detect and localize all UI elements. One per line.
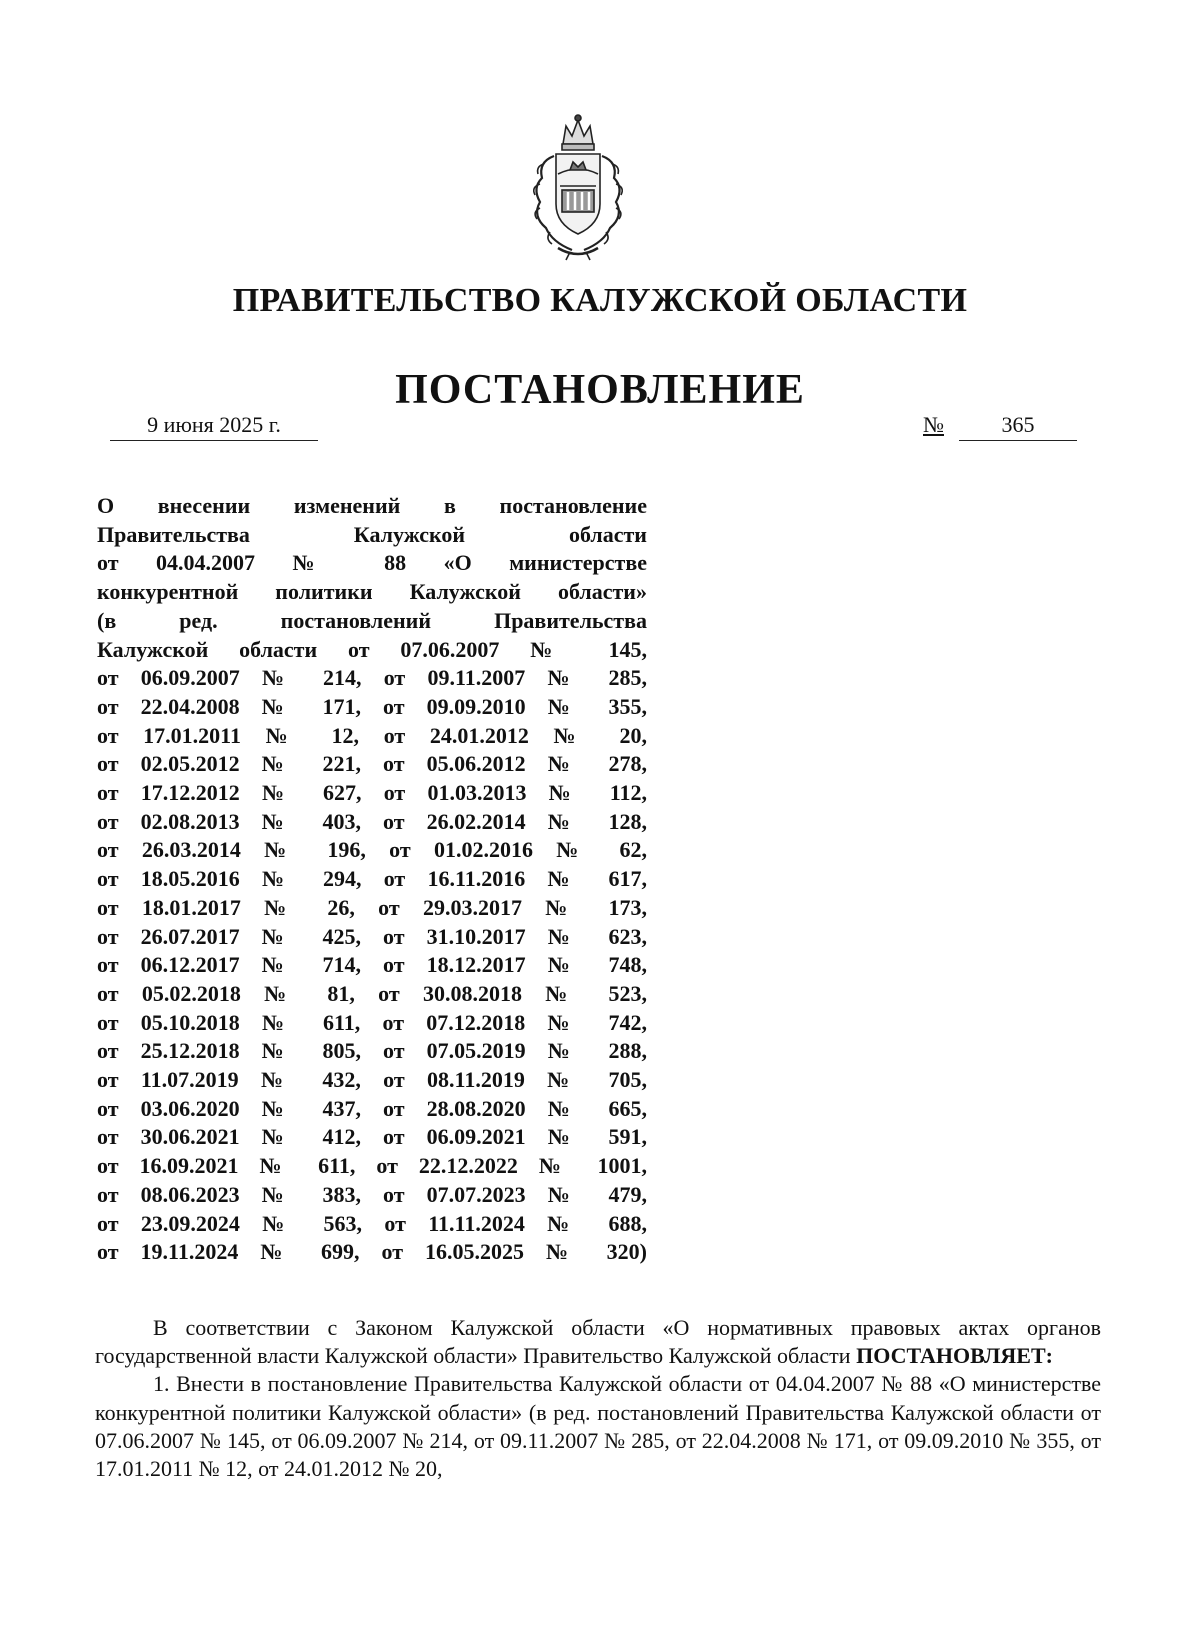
subject-line: от 08.06.2023 № 383, от 07.07.2023 № 479, [97, 1181, 647, 1207]
subject-line: от 19.11.2024 № 699, от 16.05.2025 № 320) [97, 1239, 647, 1265]
subject-line: от 06.12.2017 № 714, от 18.12.2017 № 748, [97, 952, 647, 978]
document-number-block [923, 412, 1083, 441]
subject-line: от 03.06.2020 № 437, от 28.08.2020 № 665, [97, 1095, 647, 1121]
subject-line: от 26.07.2017 № 425, от 31.10.2017 № 623, [97, 923, 647, 949]
subject-line: от 25.12.2018 № 805, от 07.05.2019 № 288, [97, 1038, 647, 1064]
document-number: 365 [959, 412, 1077, 441]
document-date: 9 июня 2025 г. [110, 412, 318, 441]
subject-line: от 18.05.2016 № 294, от 16.11.2016 № 617, [97, 866, 647, 892]
item-1-paragraph: 1. Внести в постановление Правительства Калужской области от 04.04.2007 № 88 «О министерстве конкурентной политики Калужской области» (в ред. постановлений Правительства Калужской области от 07.06.2007 № 145, от 06.09.2007 № 214, от 09.11.2007 № 285, от 22.04.2008 № 171, от 09.09.2010 № 355, от 17.01.2011 № 12, от 24.01.2012 № 20, [95, 1371, 1101, 1482]
preamble-paragraph [95, 1314, 1101, 1370]
document-body [95, 1314, 1101, 1483]
preamble-text: В соответствии с Законом Калужской области «О нормативных правовых актах органов государственной власти Калужской области» Правительство Калужской области [95, 1315, 1101, 1369]
subject-line: от 02.08.2013 № 403, от 26.02.2014 № 128, [97, 808, 647, 834]
subject-line: от 22.04.2008 № 171, от 09.09.2010 № 355, [97, 693, 647, 719]
subject-line: от 02.05.2012 № 221, от 05.06.2012 № 278, [97, 751, 647, 777]
government-title: ПРАВИТЕЛЬСТВО КАЛУЖСКОЙ ОБЛАСТИ [232, 282, 968, 319]
document-type-title: ПОСТАНОВЛЕНИЕ [395, 367, 805, 413]
number-label: № [923, 412, 944, 437]
subject-line: от 30.06.2021 № 412, от 06.09.2021 № 591, [97, 1124, 647, 1150]
decree-word: ПОСТАНОВЛЯЕТ: [856, 1343, 1053, 1369]
subject-line: от 23.09.2024 № 563, от 11.11.2024 № 688, [97, 1210, 647, 1236]
kaluga-coat-of-arms-icon [518, 112, 638, 262]
subject-line: от 05.10.2018 № 611, от 07.12.2018 № 742, [97, 1009, 647, 1035]
subject-line: от 17.12.2012 № 627, от 01.03.2013 № 112, [97, 780, 647, 806]
subject-line: О внесении изменений в постановление [97, 493, 647, 518]
document-subject [97, 492, 647, 1267]
subject-line: от 17.01.2011 № 12, от 24.01.2012 № 20, [97, 722, 647, 748]
subject-line: от 04.04.2007 № 88 «О министерстве [97, 550, 647, 576]
subject-line: Правительства Калужской области [97, 521, 647, 547]
subject-line: от 26.03.2014 № 196, от 01.02.2016 № 62, [97, 837, 647, 863]
subject-line: от 06.09.2007 № 214, от 09.11.2007 № 285, [97, 665, 647, 691]
subject-line: от 11.07.2019 № 432, от 08.11.2019 № 705, [97, 1067, 647, 1093]
subject-line: от 05.02.2018 № 81, от 30.08.2018 № 523, [97, 980, 647, 1006]
subject-line: от 16.09.2021 № 611, от 22.12.2022 № 1001, [97, 1153, 647, 1179]
subject-line: от 18.01.2017 № 26, от 29.03.2017 № 173, [97, 894, 647, 920]
subject-line: (в ред. постановлений Правительства [97, 607, 647, 633]
subject-line: конкурентной политики Калужской области» [97, 579, 647, 605]
subject-line: Калужской области от 07.06.2007 № 145, [97, 636, 647, 662]
